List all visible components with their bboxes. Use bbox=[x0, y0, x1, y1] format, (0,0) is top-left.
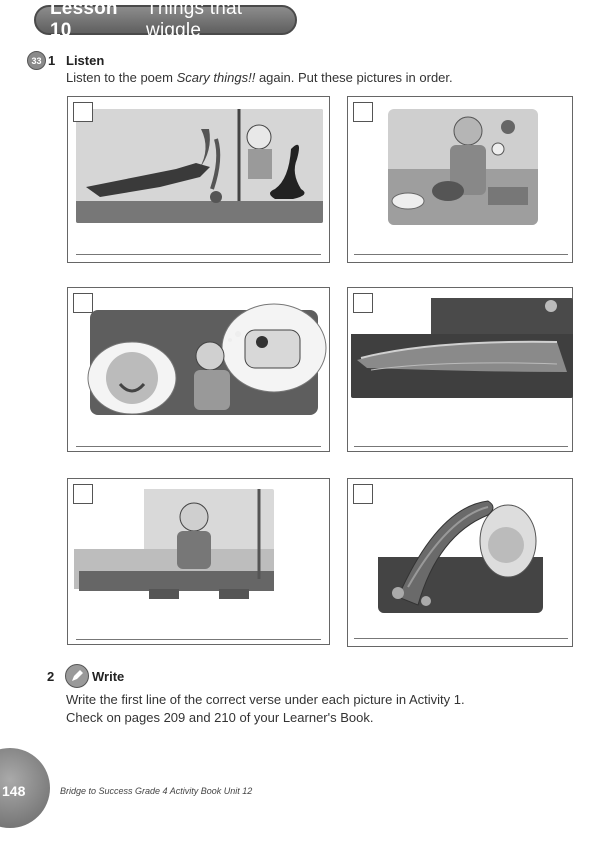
activity-1-instruction: Listen to the poem Scary things!! again. Put these pictures in order. bbox=[66, 70, 453, 85]
picture-card-1 bbox=[67, 96, 330, 263]
order-checkbox-3[interactable] bbox=[73, 293, 93, 313]
activity-1-title: Listen bbox=[66, 53, 105, 68]
order-checkbox-1[interactable] bbox=[73, 102, 93, 122]
order-checkbox-2[interactable] bbox=[353, 102, 373, 122]
lesson-banner bbox=[34, 0, 297, 41]
answer-line-6[interactable] bbox=[354, 638, 568, 639]
picture-card-4 bbox=[347, 287, 573, 452]
picture-girl-scared-animals bbox=[80, 300, 328, 418]
picture-girl-window bbox=[74, 489, 274, 604]
answer-line-2[interactable] bbox=[354, 254, 568, 255]
activity-2-number: 2 bbox=[47, 669, 55, 684]
order-checkbox-5[interactable] bbox=[73, 484, 93, 504]
picture-girl-bedroom bbox=[388, 109, 538, 225]
order-checkbox-4[interactable] bbox=[353, 293, 373, 313]
picture-girl-worm bbox=[378, 497, 543, 613]
lesson-label: Lesson 10 bbox=[50, 0, 118, 41]
answer-line-1[interactable] bbox=[76, 254, 321, 255]
picture-train-rain bbox=[351, 298, 573, 398]
picture-card-6 bbox=[347, 478, 573, 647]
poem-title: Scary things!! bbox=[176, 70, 256, 85]
activity-2-title: Write bbox=[92, 669, 125, 684]
page-number: 148 bbox=[2, 783, 26, 799]
audio-track-icon: 33 bbox=[27, 51, 46, 70]
picture-zoo-reptiles bbox=[76, 109, 323, 223]
footer-book-title: Bridge to Success Grade 4 Activity Book Unit 12 bbox=[60, 786, 253, 796]
activity-2-instruction-line-1: Write the first line of the correct verse under each picture in Activity 1. bbox=[66, 692, 465, 707]
lesson-title: Things that wiggle bbox=[146, 0, 243, 41]
order-checkbox-6[interactable] bbox=[353, 484, 373, 504]
activity-1-number: 1 bbox=[48, 53, 56, 68]
picture-card-2 bbox=[347, 96, 573, 263]
picture-card-5 bbox=[67, 478, 330, 645]
answer-line-4[interactable] bbox=[354, 446, 568, 447]
answer-line-3[interactable] bbox=[76, 446, 321, 447]
pencil-icon bbox=[65, 664, 89, 688]
answer-line-5[interactable] bbox=[76, 639, 321, 640]
picture-card-3 bbox=[67, 287, 330, 452]
activity-2-instruction-line-2: Check on pages 209 and 210 of your Learner's Book. bbox=[66, 710, 374, 725]
